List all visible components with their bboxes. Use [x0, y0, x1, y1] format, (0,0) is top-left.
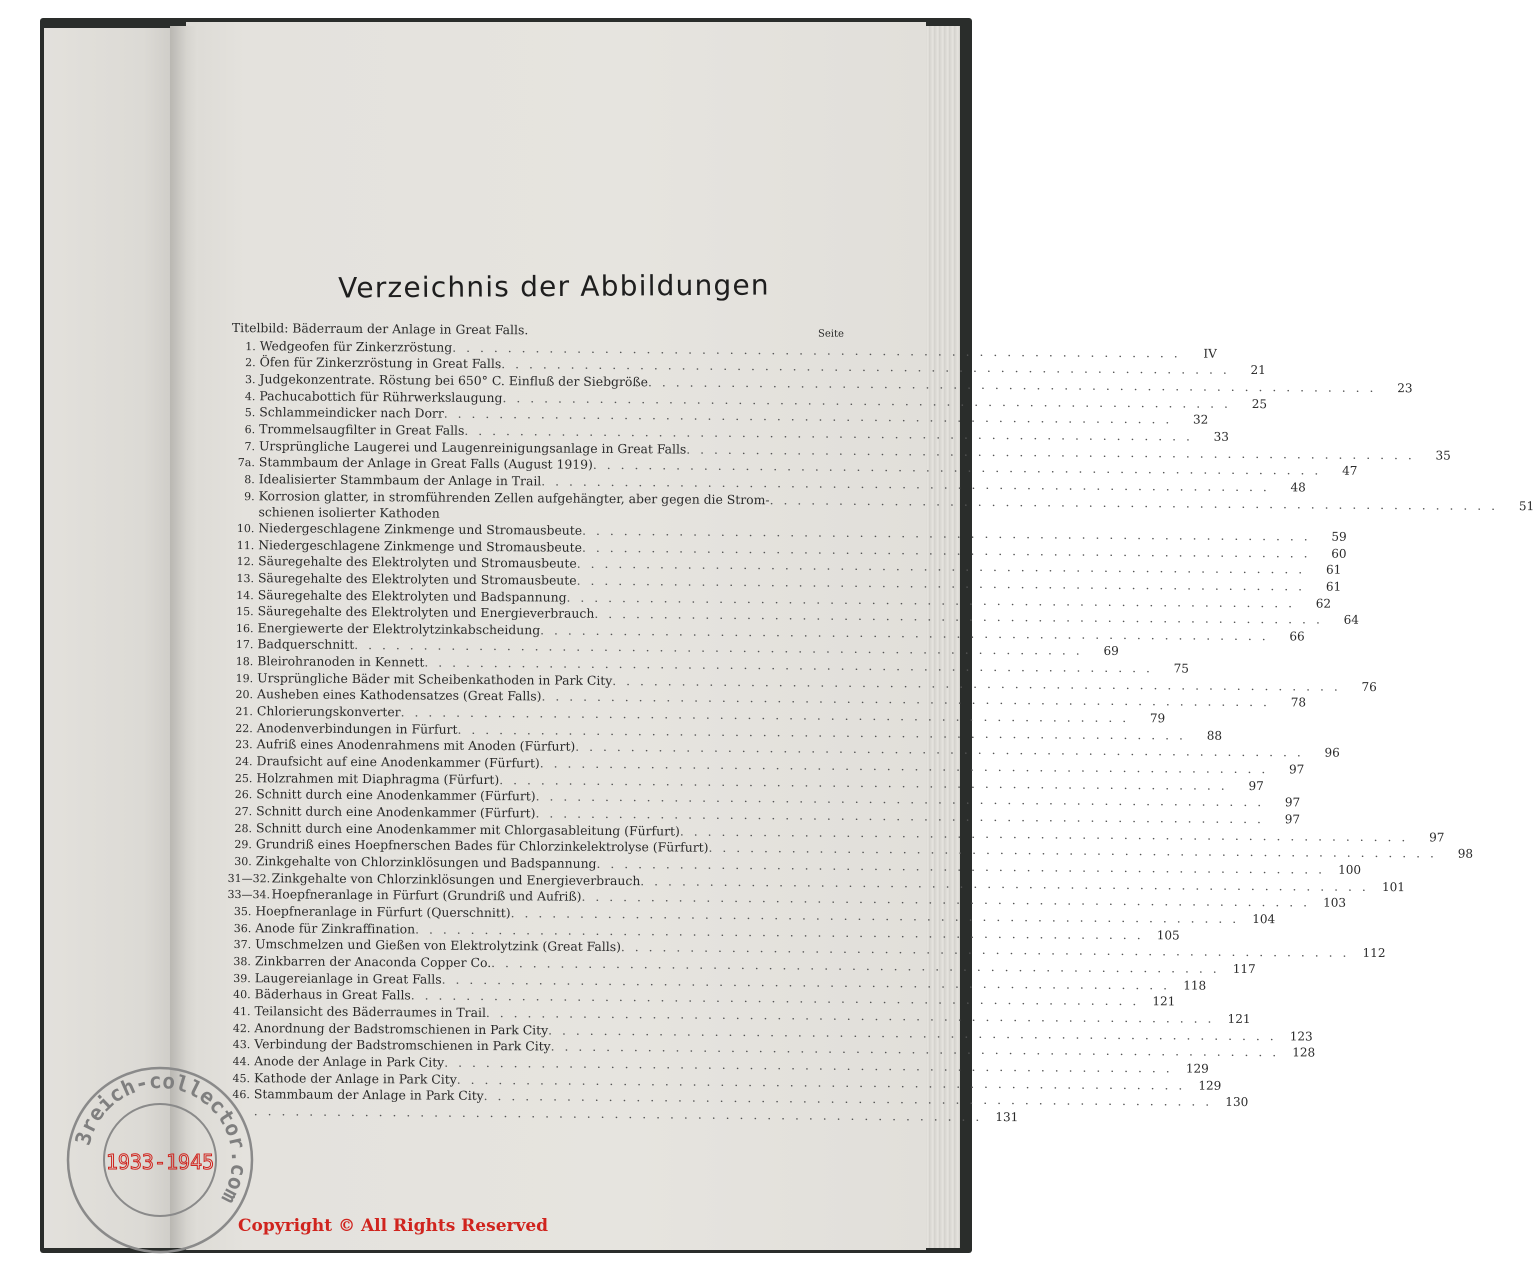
copyright-watermark: Copyright © All Rights Reserved [238, 1216, 549, 1236]
page-number: 88 [1206, 728, 1223, 743]
figure-number: 33—34. [227, 888, 271, 902]
page-number: 48 [1290, 480, 1306, 495]
figure-title: Säuregehalte des Elektrolyten und Badspannung [257, 586, 567, 605]
page-number: 66 [1289, 629, 1305, 644]
figure-title: Anodenverbindungen in Fürfurt [256, 719, 458, 737]
dot-leader: . . . . . . . . . . . . . . . . . . . . . . . . . . . . . . . . . . . . . . . . . . . . . . . . . . . . . [612, 672, 1341, 694]
dot-leader: . . . . . . . . . . . . . . . . . . . . . . . . . . . . . . . . . . . . . . . . . . . . . . . . . . . . . [541, 688, 1271, 710]
figure-number: 18. [235, 655, 254, 669]
dot-leader: . . . . . . . . . . . . . . . . . . . . . . . . . . . . . . . . . . . . . . . . . . . . . . . . . . . . . [354, 637, 1083, 659]
figure-title: Wedgeofen für Zinkerzröstung [259, 337, 453, 355]
dot-leader: . . . . . . . . . . . . . . . . . . . . . . . . . . . . . . . . . . . . . . . . . . . . . . . . . . . . . [576, 572, 1306, 594]
page-number: 98 [1457, 846, 1474, 862]
dot-leader: . . . . . . . . . . . . . . . . . . . . . . . . . . . . . . . . . . . . . . . . . . . . . . . . . . . . . [253, 1103, 983, 1124]
page-number: 100 [1338, 862, 1362, 877]
page-number: 130 [1225, 1095, 1249, 1110]
figure-title: Schlammeindicker nach Dorr [259, 404, 444, 421]
dot-leader: . . . . . . . . . . . . . . . . . . . . . . . . . . . . . . . . . . . . . . . . . . . . . . . . . . . . . [483, 1088, 1213, 1109]
figure-title: Aufriß eines Anodenrahmens mit Anoden (Fürfurt) [256, 736, 576, 755]
page-number: 105 [1156, 927, 1180, 943]
figure-title: Chlorierungskonverter [256, 703, 401, 720]
dot-leader: . . . . . . . . . . . . . . . . . . . . . . . . . . . . . . . . . . . . . . . . . . . . . . . . . . . . . [464, 422, 1194, 444]
figure-title: Holzrahmen mit Diaphragma (Fürfurt) [256, 769, 500, 787]
page-number: 129 [1185, 1061, 1209, 1076]
figure-title: Bäderhaus in Great Falls [254, 986, 411, 1003]
figure-title: Niedergeschlagene Zinkmenge und Stromausbeute [258, 520, 583, 538]
figure-title: Anordnung der Badstromschienen in Park City [254, 1019, 549, 1038]
stamp-years: 1933-1945 [105, 1150, 215, 1174]
figure-title: Schnitt durch eine Anodenkammer (Fürfurt) [256, 786, 536, 804]
figure-title: Zinkbarren der Anaconda Copper Co. [254, 953, 492, 970]
figure-number: 1. [245, 339, 256, 353]
page-number: IV [1203, 346, 1217, 361]
figure-title: Korrosion glatter, in stromführenden Zellen aufgehängter, aber gegen die Strom- [258, 487, 770, 507]
dot-leader: . . . . . . . . . . . . . . . . . . . . . . . . . . . . . . . . . . . . . . . . . . . . . . . . . . . . . [441, 971, 1171, 992]
toc-list [226, 337, 1535, 1125]
stamp-text: 3reich-collector.com [70, 1068, 252, 1208]
figure-title: Ursprüngliche Bäder mit Scheibenkathoden in Park City [257, 669, 613, 688]
figure-number: 41. [233, 1004, 251, 1019]
figure-number: 16. [236, 621, 254, 635]
figure-title: Säuregehalte des Elektrolyten und Stromausbeute [258, 553, 577, 571]
page-number: 32 [1193, 412, 1209, 427]
figure-number: 6. [244, 423, 256, 437]
collector-stamp [60, 1060, 260, 1260]
page-number: 128 [1292, 1045, 1316, 1060]
page-number: 47 [1342, 463, 1358, 479]
figure-title: Stammbaum der Anlage in Great Falls (August 1919) [258, 454, 593, 473]
dot-leader: . . . . . . . . . . . . . . . . . . . . . . . . . . . . . . . . . . . . . . . . . . . . . . . . . . . . . [541, 473, 1270, 495]
page-number: 23 [1397, 381, 1413, 396]
figure-number: 13. [236, 571, 255, 586]
figure-number: 39. [233, 971, 251, 985]
figure-title: Pachucabottich für Rührwerkslaugung [259, 387, 503, 405]
page-number: 129 [1198, 1078, 1222, 1093]
figure-number: 7a. [237, 456, 255, 470]
figure-number: 24. [234, 755, 253, 769]
page-number: 62 [1315, 596, 1332, 611]
dot-leader: . . . . . . . . . . . . . . . . . . . . . . . . . . . . . . . . . . . . . . . . . . . . . . . . . . . . . [444, 1054, 1173, 1076]
figure-number: 30. [234, 855, 252, 869]
figure-number: 44. [232, 1054, 251, 1069]
dot-leader: . . . . . . . . . . . . . . . . . . . . . . . . . . . . . . . . . . . . . . . . . . . . . . . . . . . . . [575, 739, 1304, 760]
figure-number: 42. [232, 1021, 251, 1035]
page-column-label: Seite [817, 328, 844, 340]
figure-title: Ursprüngliche Laugerei und Laugenreinigungsanlage in Great Falls [258, 437, 687, 457]
page-number: 97 [1284, 812, 1301, 827]
dot-leader: . . . . . . . . . . . . . . . . . . . . . . . . . . . . . . . . . . . . . . . . . . . . . . . . . . . . . [592, 457, 1322, 478]
page-number: 121 [1152, 994, 1176, 1009]
figure-number: 31—32. [227, 871, 271, 885]
figure-number: 27. [234, 805, 253, 819]
figure-title: Stammbaum der Anlage in Park City [253, 1086, 484, 1104]
figure-title: Draufsicht auf eine Anodenkammer (Fürfurt) [256, 753, 540, 771]
figure-title: Trommelsaugfilter in Great Falls [259, 421, 465, 438]
figure-number: 3. [244, 373, 256, 387]
page-number: 97 [1248, 778, 1264, 793]
dot-leader: . . . . . . . . . . . . . . . . . . . . . . . . . . . . . . . . . . . . . . . . . . . . . . . . . . . . . [576, 555, 1306, 577]
page-number: 97 [1429, 830, 1445, 845]
figure-number: 35. [233, 905, 252, 919]
figure-number: 7. [244, 439, 256, 453]
figure-number: 12. [236, 555, 255, 569]
page-number: 123 [1289, 1028, 1313, 1044]
dot-leader: . . . . . . . . . . . . . . . . . . . . . . . . . . . . . . . . . . . . . . . . . . . . . . . . . . . . . [581, 539, 1311, 561]
dot-leader: . . . . . . . . . . . . . . . . . . . . . . . . . . . . . . . . . . . . . . . . . . . . . . . . . . . . . [620, 939, 1350, 961]
dot-leader: . . . . . . . . . . . . . . . . . . . . . . . . . . . . . . . . . . . . . . . . . . . . . . . . . . . . . [510, 905, 1240, 926]
dot-leader: . . . . . . . . . . . . . . . . . . . . . . . . . . . . . . . . . . . . . . . . . . . . . . . . . . . . . [491, 954, 1220, 976]
page-number: 101 [1381, 879, 1405, 894]
figure-title: schienen isolierter Kathoden [258, 504, 440, 521]
figure-title: Niedergeschlagene Zinkmenge und Stromausbeute [258, 536, 583, 555]
page-number: 35 [1435, 448, 1451, 463]
dot-leader: . . . . . . . . . . . . . . . . . . . . . . . . . . . . . . . . . . . . . . . . . . . . . . . . . . . . . [548, 1022, 1277, 1043]
dot-leader: . . . . . . . . . . . . . . . . . . . . . . . . . . . . . . . . . . . . . . . . . . . . . . . . . . . . . [708, 840, 1438, 861]
figure-title: Säuregehalte des Elektrolyten und Energieverbrauch [257, 603, 595, 622]
figure-title: Anode der Anlage in Park City [254, 1053, 445, 1070]
page-number: 64 [1343, 612, 1359, 628]
figure-title: Idealisierter Stammbaum der Anlage in Trail [258, 471, 542, 489]
page-number: 25 [1251, 396, 1268, 411]
dot-leader: . . . . . . . . . . . . . . . . . . . . . . . . . . . . . . . . . . . . . . . . . . . . . . . . . . . . . [415, 921, 1144, 942]
figure-number: 4. [244, 389, 256, 403]
page-number: 117 [1232, 961, 1256, 976]
dot-leader: . . . . . . . . . . . . . . . . . . . . . . . . . . . . . . . . . . . . . . . . . . . . . . . . . . . . . [581, 889, 1311, 910]
figure-number: 22. [235, 721, 253, 735]
dot-leader: . . . . . . . . . . . . . . . . . . . . . . . . . . . . . . . . . . . . . . . . . . . . . . . . . . . . . [499, 771, 1228, 793]
figure-number: 11. [236, 538, 255, 552]
dot-leader: . . . . . . . . . . . . . . . . . . . . . . . . . . . . . . . . . . . . . . . . . . . . . . . . . . . . . [647, 374, 1377, 395]
figure-title: Grundriß eines Hoepfnerschen Bades für Chlorzinkelektrolyse (Fürfurt) [255, 836, 709, 856]
page-number: 103 [1323, 895, 1347, 911]
dot-leader: . . . . . . . . . . . . . . . . . . . . . . . . . . . . . . . . . . . . . . . . . . . . . . . . . . . . . [400, 704, 1130, 726]
figure-number: 28. [234, 821, 253, 835]
figure-number: 8. [244, 473, 255, 487]
dot-leader: . . . . . . . . . . . . . . . . . . . . . . . . . . . . . . . . . . . . . . . . . . . . . . . . . . . . . [457, 721, 1187, 743]
dot-leader: . . . . . . . . . . . . . . . . . . . . . . . . . . . . . . . . . . . . . . . . . . . . . . . . . . . . . [535, 788, 1265, 810]
figure-number: 10. [236, 521, 255, 536]
figure-title: Öfen für Zinkerzröstung in Great Falls [259, 354, 502, 372]
figure-number: 5. [244, 406, 256, 420]
dot-leader: . . . . . . . . . . . . . . . . . . . . . . . . . . . . . . . . . . . . . . . . . . . . . . . . . . . . . [769, 491, 1499, 513]
figure-title: Hoepfneranlage in Fürfurt (Grundriß und Aufriß) [271, 886, 582, 905]
page-number: 97 [1289, 762, 1305, 777]
figure-number: 20. [235, 688, 254, 702]
dot-leader: . . . . . . . . . . . . . . . . . . . . . . . . . . . . . . . . . . . . . . . . . . . . . . . . . . . . . [594, 606, 1323, 627]
page-number: 112 [1362, 946, 1386, 961]
page-number: 69 [1103, 644, 1119, 659]
dot-leader: . . . . . . . . . . . . . . . . . . . . . . . . . . . . . . . . . . . . . . . . . . . . . . . . . . . . . [424, 654, 1153, 676]
dot-leader: . . . . . . . . . . . . . . . . . . . . . . . . . . . . . . . . . . . . . . . . . . . . . . . . . . . . . [501, 356, 1230, 378]
dot-leader: . . . . . . . . . . . . . . . . . . . . . . . . . . . . . . . . . . . . . . . . . . . . . . . . . . . . . [485, 1004, 1215, 1026]
dot-leader: . . . . . . . . . . . . . . . . . . . . . . . . . . . . . . . . . . . . . . . . . . . . . . . . . . . . . [596, 855, 1326, 877]
figure-title: Schnitt durch eine Anodenkammer (Fürfurt) [256, 803, 536, 821]
page-number: 76 [1361, 679, 1377, 694]
figure-number: 17. [235, 638, 254, 652]
page-title: Verzeichnis der Abbildungen [338, 268, 770, 305]
page-number: 59 [1331, 529, 1347, 544]
table-of-figures [226, 320, 1535, 1125]
figure-title: Ausheben eines Kathodensatzes (Great Falls) [257, 686, 542, 704]
dot-leader: . . . . . . . . . . . . . . . . . . . . . . . . . . . . . . . . . . . . . . . . . . . . . . . . . . . . . [582, 522, 1311, 544]
page-number: 118 [1183, 978, 1207, 993]
page-number: 96 [1324, 746, 1340, 761]
figure-title: Bleirohranoden in Kennett [257, 653, 425, 670]
figure-number: 29. [234, 838, 252, 852]
toc-intro: Titelbild: Bäderraum der Anlage in Great Falls. [231, 320, 529, 338]
figure-number: 15. [236, 605, 254, 619]
page-number: 79 [1149, 711, 1166, 726]
dot-leader: . . . . . . . . . . . . . . . . . . . . . . . . . . . . . . . . . . . . . . . . . . . . . . . . . . . . . [540, 622, 1269, 643]
figure-title: Badquerschnitt [257, 636, 355, 653]
dot-leader: . . . . . . . . . . . . . . . . . . . . . . . . . . . . . . . . . . . . . . . . . . . . . . . . . . . . . [443, 405, 1173, 427]
dot-leader: . . . . . . . . . . . . . . . . . . . . . . . . . . . . . . . . . . . . . . . . . . . . . . . . . . . . . [539, 755, 1269, 777]
figure-title: Anode für Zinkraffination [255, 919, 416, 937]
page-number: 121 [1227, 1011, 1251, 1026]
dot-leader: . . . . . . . . . . . . . . . . . . . . . . . . . . . . . . . . . . . . . . . . . . . . . . . . . . . . . [640, 872, 1369, 894]
figure-number: 23. [235, 738, 253, 752]
figure-title: Schnitt durch eine Anodenkammer mit Chlorgasableitung (Fürfurt) [255, 819, 680, 839]
figure-number: 25. [234, 771, 253, 785]
figure-title: Säuregehalte des Elektrolyten und Stromausbeute [257, 570, 577, 588]
figure-number: 36. [233, 921, 252, 935]
figure-title: Energiewerte der Elektrolytzinkabscheidung [257, 620, 541, 638]
page-number: 61 [1325, 579, 1342, 594]
figure-title: Kathode der Anlage in Park City [253, 1069, 457, 1087]
dot-leader: . . . . . . . . . . . . . . . . . . . . . . . . . . . . . . . . . . . . . . . . . . . . . . . . . . . . . [410, 987, 1140, 1009]
figure-number: 9. [244, 489, 255, 503]
dot-leader: . . . . . . . . . . . . . . . . . . . . . . . . . . . . . . . . . . . . . . . . . . . . . . . . . . . . . [566, 589, 1296, 610]
figure-title: Judgekonzentrate. Röstung bei 650° C. Einfluß der Siebgröße [259, 371, 649, 390]
figure-number: 45. [232, 1071, 251, 1085]
dot-leader: . . . . . . . . . . . . . . . . . . . . . . . . . . . . . . . . . . . . . . . . . . . . . . . . . . . . . [535, 805, 1265, 827]
dot-leader: . . . . . . . . . . . . . . . . . . . . . . . . . . . . . . . . . . . . . . . . . . . . . . . . . . . . . [456, 1071, 1186, 1093]
page-number: 33 [1213, 429, 1230, 444]
figure-number: 2. [245, 356, 256, 370]
page-number: 131 [995, 1109, 1019, 1125]
dot-leader: . . . . . . . . . . . . . . . . . . . . . . . . . . . . . . . . . . . . . . . . . . . . . . . . . . . . . [686, 441, 1415, 462]
figure-number: 40. [233, 988, 251, 1002]
figure-number: 21. [235, 705, 253, 719]
page-number: 78 [1290, 695, 1307, 710]
figure-title: Hoepfneranlage in Fürfurt (Querschnitt) [255, 903, 511, 921]
figure-number: 37. [233, 938, 252, 952]
figure-number: 26. [234, 788, 253, 802]
page-number: 21 [1250, 363, 1266, 378]
figure-number: 38. [233, 954, 252, 969]
figure-title: Teilansicht des Bäderraumes in Trail [254, 1003, 487, 1020]
page-number: 51 [1518, 498, 1535, 513]
figure-number: 19. [235, 671, 254, 685]
figure-title: Zinkgehalte von Chlorzinklösungen und Badspannung [255, 853, 597, 871]
figure-title: Zinkgehalte von Chlorzinklösungen und Energieverbrauch [271, 869, 641, 888]
figure-title: Umschmelzen und Gießen von Elektrolytzink (Great Falls) [255, 936, 622, 955]
figure-number: 46. [232, 1088, 250, 1102]
figure-title: Laugereianlage in Great Falls [254, 969, 442, 987]
dot-leader: . . . . . . . . . . . . . . . . . . . . . . . . . . . . . . . . . . . . . . . . . . . . . . . . . . . . . [452, 339, 1181, 361]
dot-leader: . . . . . . . . . . . . . . . . . . . . . . . . . . . . . . . . . . . . . . . . . . . . . . . . . . . . . [550, 1038, 1280, 1060]
page-number: 75 [1173, 661, 1189, 676]
figure-number: 43. [232, 1038, 251, 1052]
dot-leader: . . . . . . . . . . . . . . . . . . . . . . . . . . . . . . . . . . . . . . . . . . . . . . . . . . . . . [502, 389, 1232, 411]
page-number: 60 [1331, 546, 1347, 561]
page-number: 97 [1284, 795, 1301, 810]
page-number: 61 [1325, 562, 1342, 577]
figure-number: 14. [236, 588, 254, 602]
dot-leader [440, 518, 807, 521]
dot-leader: . . . . . . . . . . . . . . . . . . . . . . . . . . . . . . . . . . . . . . . . . . . . . . . . . . . . . [679, 823, 1409, 844]
page-number: 104 [1252, 912, 1276, 927]
figure-title: Verbindung der Badstromschienen in Park City [254, 1036, 551, 1054]
